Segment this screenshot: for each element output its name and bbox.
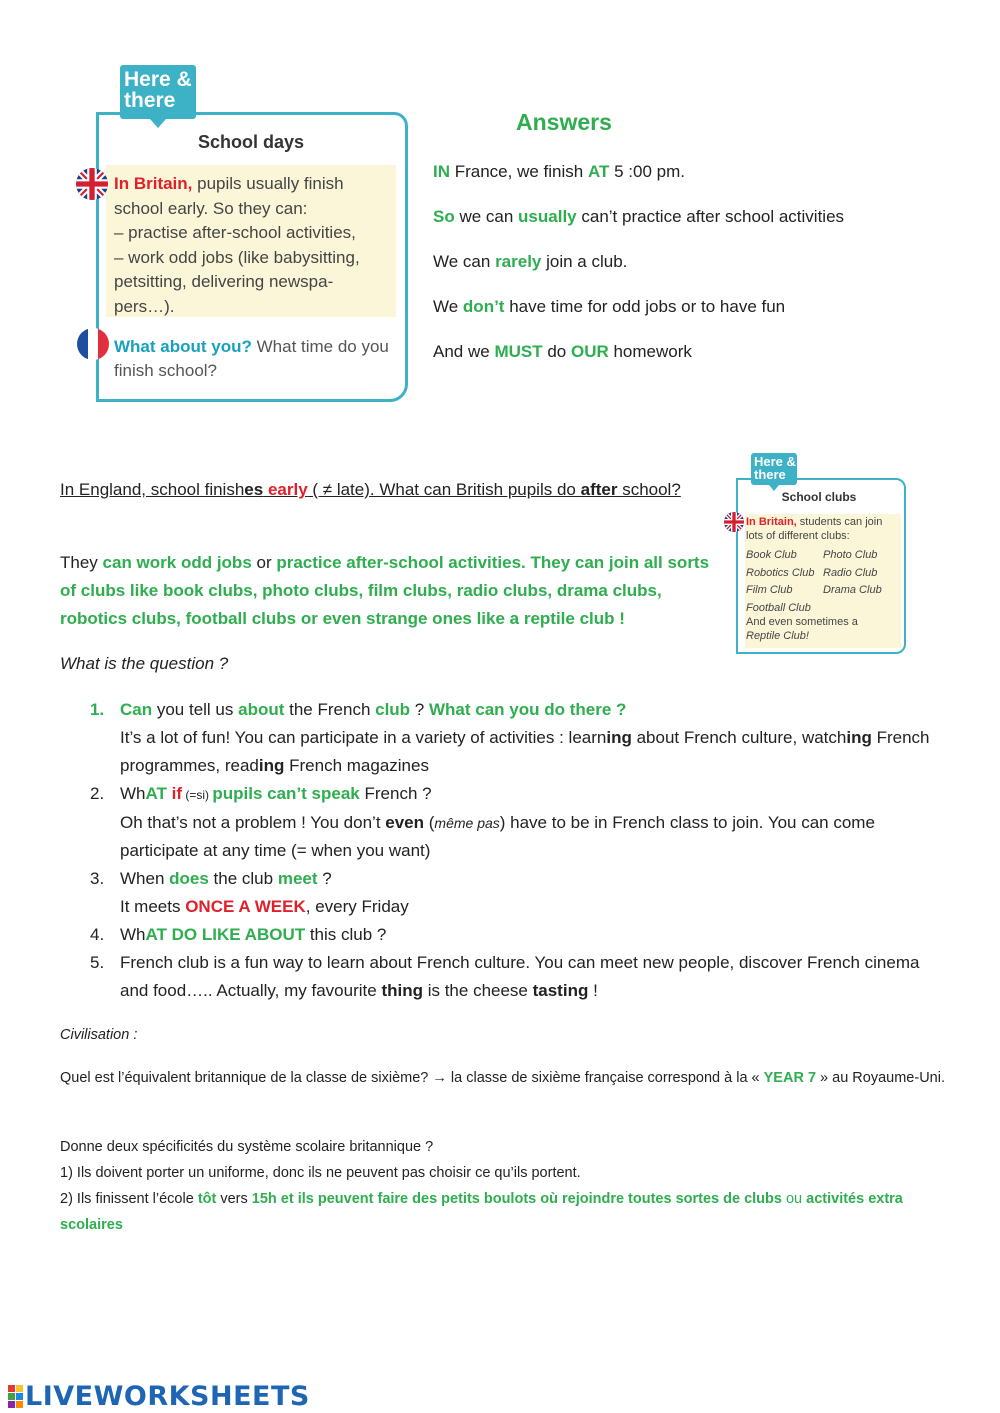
club-item: Film Club (746, 584, 793, 596)
school-days-title: School days (197, 132, 305, 152)
answer-line-3: We can rarely join a club. (433, 252, 628, 271)
school-clubs-title: School clubs (781, 490, 857, 504)
england-question: In England, school finishes early ( ≠ late). What can British pupils do after school? (60, 480, 681, 499)
card2-britain-text: In Britain, students can join lots of different clubs: (746, 516, 883, 542)
list-item: 5. French club is a fun way to learn about French culture. You can meet new people, discover French cinema and food….. Actually, my favourite thing is the cheese tasting ! (90, 953, 920, 1000)
list-item: 4. WhAT DO LIKE ABOUT this club ? (90, 925, 387, 944)
question-prompt: What is the question ? (60, 654, 229, 673)
card2-footer: And even sometimes a Reptile Club! (746, 616, 858, 642)
club-item: Robotics Club (746, 566, 815, 579)
questions-list (60, 696, 930, 1005)
list-item: 1. Can you tell us about the French club ? What can you do there ? It’s a lot of fun! You can participate in a variety of activities : learning about French culture, watching French programmes, reading French magazines (90, 700, 930, 775)
answers-title: Answers (516, 109, 612, 135)
club-item: Drama Club (823, 584, 882, 596)
list-item: 3. When does the club meet ? It meets ONCE A WEEK, every Friday (90, 869, 409, 916)
answer-line-5: And we MUST do OUR homework (433, 342, 692, 361)
answer-line-2: So we can usually can’t practice after school activities (433, 207, 845, 226)
civilisation-q1: Quel est l’équivalent britannique de la classe de sixième? → la classe de sixième française correspond à la « YEAR 7 » au Royaume-Uni. (60, 1070, 945, 1086)
club-item: Football Club (746, 601, 811, 614)
here-there-badge: Here & there (120, 65, 196, 119)
logo-icon (8, 1385, 23, 1408)
civilisation-title: Civilisation : (60, 1027, 138, 1043)
here-there-badge-small: Here & there (751, 453, 797, 485)
uk-flag-icon (724, 512, 744, 532)
club-item: Book Club (746, 549, 797, 561)
uk-flag-icon (76, 168, 108, 200)
club-item: Radio Club (823, 566, 878, 579)
civilisation-q2: Donne deux spécificités du système scolaire britannique ? 1) Ils doivent porter un uniforme, donc ils ne peuvent pas choisir ce qu’ils portent. 2) Ils finissent l’école tôt vers 15h et ils peuvent faire des petits boulots où rejoindre toutes sortes de clubs ou activités extra scolaires (60, 1139, 903, 1233)
france-flag-icon (77, 328, 109, 360)
card1-britain-text: In Britain, pupils usually finish school early. So they can: – practise after-school activities, – work odd jobs (like babysitting, petsitting, delivering newspa-pers…). (114, 174, 360, 316)
card1-question: What about you? What time do you finish school? (114, 337, 389, 380)
club-item: Photo Club (823, 549, 878, 561)
answer-line-1: IN France, we finish AT 5 :00 pm. (433, 162, 685, 181)
england-answer: They can work odd jobs or practice after-school activities. They can join all sorts of clubs like book clubs, photo clubs, film clubs, radio clubs, drama clubs, robotics clubs, football clubs or even strange ones like a reptile club ! (60, 553, 710, 628)
answer-line-4: We don’t have time for odd jobs or to have fun (433, 297, 786, 316)
list-item: 2. WhAT if (=si) pupils can’t speak French ? Oh that’s not a problem ! You don’t even (même pas) have to be in French class to join. You can come participate at any time (= when you want) (90, 784, 875, 860)
clubs-list (746, 547, 900, 617)
liveworksheets-logo: LIVEWORKSHEETS (8, 1383, 310, 1409)
